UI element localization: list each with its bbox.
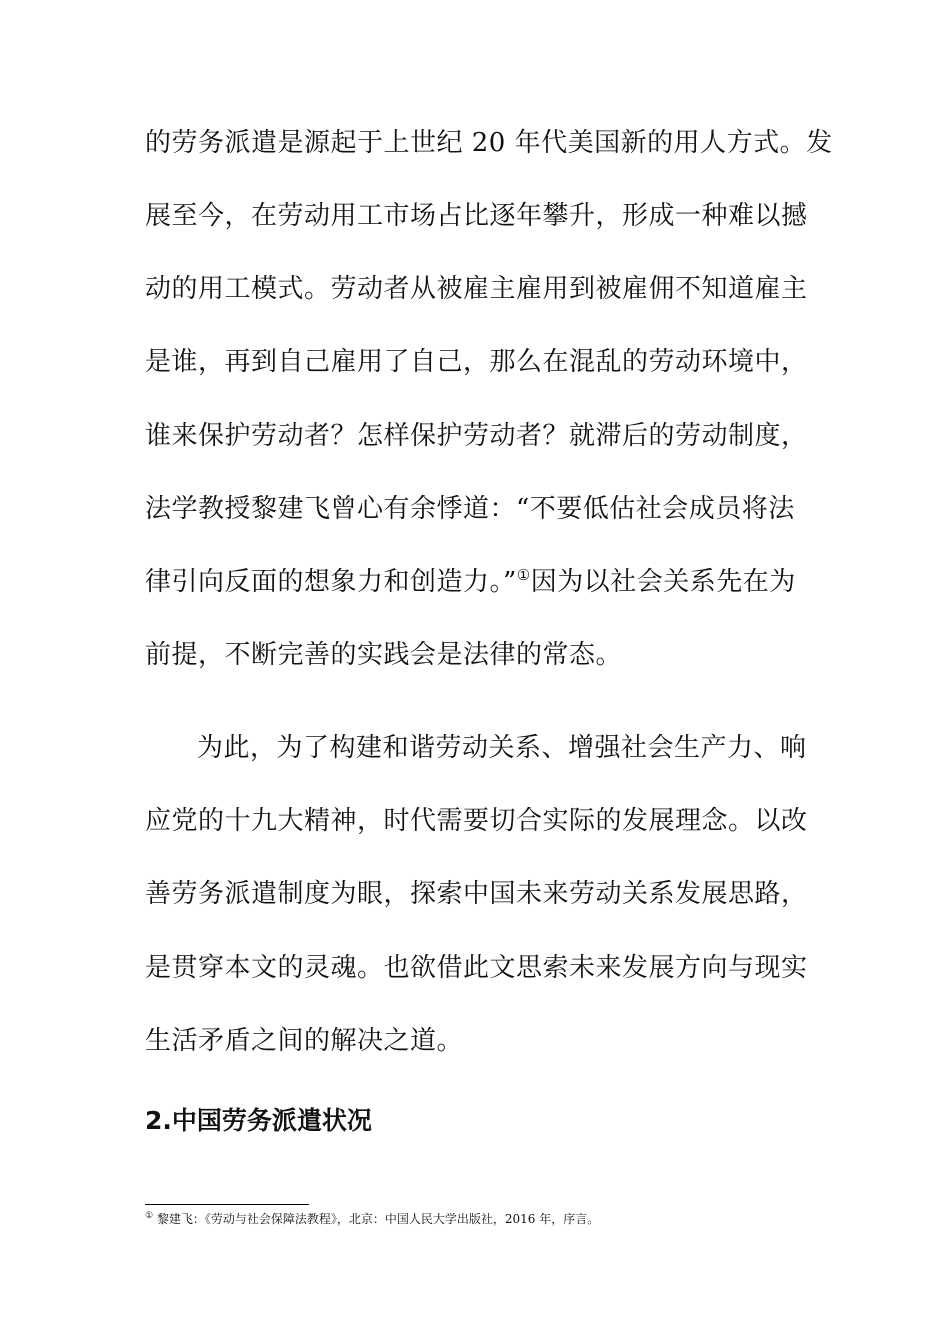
section-heading: 2.中国劳务派遣状况 xyxy=(145,1106,372,1135)
body-line-3: 动的用工模式。劳动者从被雇主雇用到被雇佣不知道雇主 xyxy=(145,274,808,304)
paragraph-2-line-3: 善劳务派遣制度为眼，探索中国未来劳动关系发展思路， xyxy=(145,879,808,909)
body-line-7-continuation: 因为以社会关系先在为 xyxy=(530,567,796,597)
footnote-mark: ① xyxy=(145,1211,154,1221)
footnote-reference[interactable]: ① xyxy=(516,566,531,584)
paragraph-2-line-2: 应党的十九大精神，时代需要切合实际的发展理念。以改 xyxy=(145,806,808,836)
body-line-6: 法学教授黎建飞曾心有余悸道：“不要低估社会成员将法 xyxy=(145,494,795,524)
body-line-1: 的劳务派遣是源起于上世纪 20 年代美国新的用人方式。发 xyxy=(145,128,833,158)
paragraph-2-line-5: 生活矛盾之间的解决之道。 xyxy=(145,1026,464,1056)
body-line-8: 前提，不断完善的实践会是法律的常态。 xyxy=(145,640,623,670)
paragraph-2-line-4: 是贯穿本文的灵魂。也欲借此文思索未来发展方向与现实 xyxy=(145,953,808,983)
body-line-5: 谁来保护劳动者？怎样保护劳动者？就滞后的劳动制度， xyxy=(145,421,808,451)
footnote xyxy=(145,1210,599,1228)
paragraph-2-line-1: 为此，为了构建和谐劳动关系、增强社会生产力、响 xyxy=(197,733,807,763)
body-line-2: 展至今，在劳动用工市场占比逐年攀升，形成一种难以撼 xyxy=(145,201,808,231)
body-line-4: 是谁，再到自己雇用了自己，那么在混乱的劳动环境中， xyxy=(145,347,808,377)
footnote-separator xyxy=(145,1204,309,1205)
footnote-text: 黎建飞：《劳动与社会保障法教程》，北京：中国人民大学出版社，2016 年，序言。 xyxy=(153,1212,600,1226)
body-line-7 xyxy=(145,564,805,600)
body-line-7-quote-end: 律引向反面的想象力和创造力。” xyxy=(145,567,517,597)
